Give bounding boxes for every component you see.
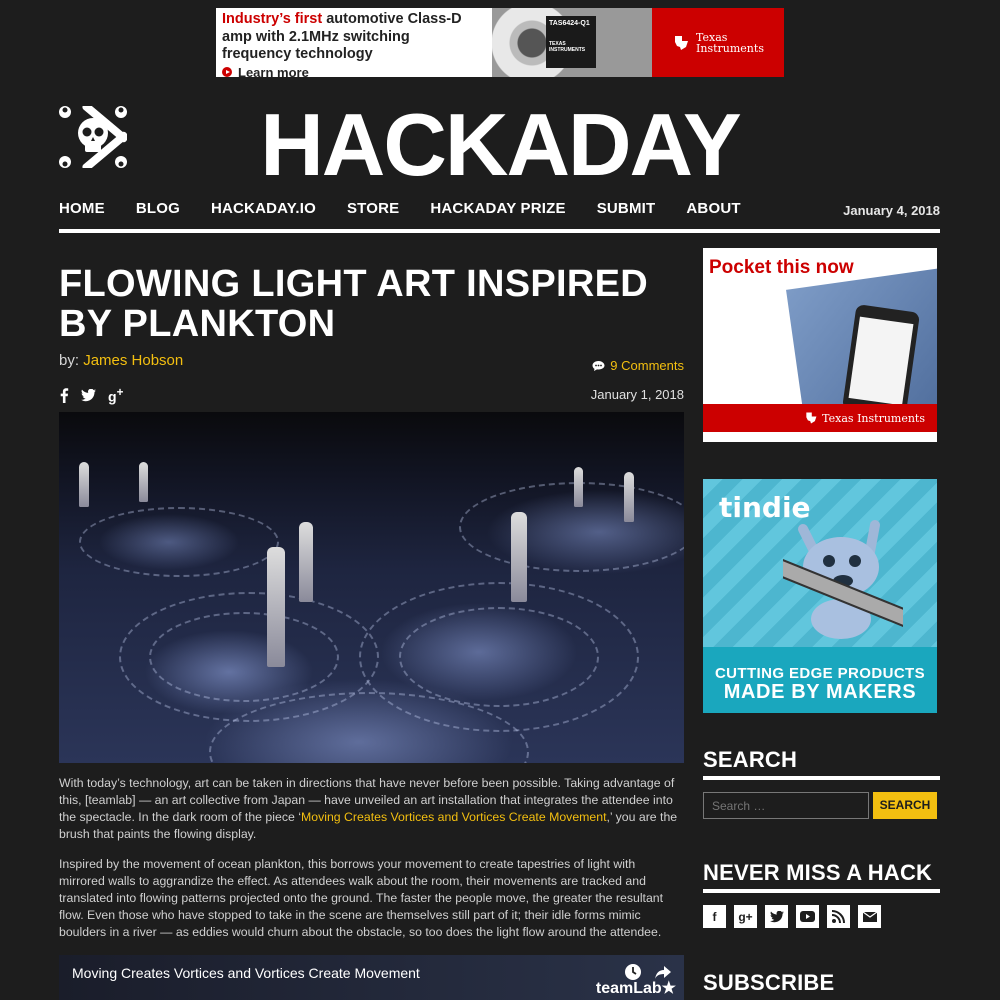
pocket-ad-brand: Texas Instruments <box>822 411 925 425</box>
article-paragraph-1 <box>59 775 684 843</box>
by-label: by: <box>59 352 80 369</box>
google-plus-icon[interactable]: g+ <box>108 386 124 405</box>
ti-brand-line1: Texas <box>696 30 728 44</box>
nav-item-about[interactable]: ABOUT <box>686 200 741 217</box>
tindie-logo: tindie <box>719 491 811 524</box>
nav-item-store[interactable]: STORE <box>346 200 400 217</box>
tindie-tagline-1: CUTTING EDGE PRODUCTS <box>714 665 926 682</box>
current-date: January 4, 2018 <box>843 203 940 218</box>
rss-icon[interactable] <box>827 905 850 928</box>
nav-item-home[interactable]: HOME <box>59 200 105 217</box>
ti-brand-line2: Instruments <box>696 41 764 55</box>
embedded-video[interactable] <box>59 955 684 1000</box>
installation-link[interactable]: Moving Creates Vortices and Vortices Create Movement <box>300 810 607 824</box>
tindie-ad[interactable] <box>703 479 937 713</box>
never-miss-heading: NEVER MISS A HACK <box>703 860 933 885</box>
twitter-icon[interactable] <box>765 905 788 928</box>
chip-image <box>546 16 596 68</box>
comments-count: 9 Comments <box>610 358 684 373</box>
chip-label: TAS6424-Q1 <box>549 20 590 27</box>
play-circle-icon <box>222 67 232 77</box>
search-divider <box>703 776 940 780</box>
share-icons <box>59 386 123 405</box>
follow-icons <box>703 905 881 928</box>
top-ad-product-image <box>492 8 652 77</box>
youtube-icon[interactable] <box>796 905 819 928</box>
article-byline <box>59 352 183 369</box>
post-date: January 1, 2018 <box>590 387 684 402</box>
mail-icon[interactable] <box>858 905 881 928</box>
author-link[interactable]: James Hobson <box>83 352 184 369</box>
chip-brand: TEXAS INSTRUMENTS <box>549 41 586 53</box>
texas-state-icon <box>804 411 818 425</box>
twitter-icon[interactable] <box>81 389 96 402</box>
video-channel-logo: teamLab★ <box>595 980 676 997</box>
article-title[interactable]: FLOWING LIGHT ART INSPIRED BY PLANKTON <box>59 263 649 345</box>
nav-item-hackaday-prize[interactable]: HACKADAY PRIZE <box>430 200 566 217</box>
facebook-icon[interactable] <box>59 388 69 403</box>
article-hero-image <box>59 412 684 763</box>
top-banner-ad[interactable] <box>216 8 784 77</box>
nav-item-submit[interactable]: SUBMIT <box>596 200 656 217</box>
comments-link[interactable] <box>592 358 684 373</box>
robot-dog-icon <box>783 509 903 639</box>
top-ad-line1: automotive Class-D <box>322 11 462 27</box>
top-ad-line3: frequency technology <box>222 46 373 62</box>
paragraph-1-text-a: With today’s technology, art can be taken in directions that have never before been possible. Taking advantage of this, [teamlab] — an art collective from Japan — have unveiled an art installation that integrates the attendee into the spectacle. In the dark room of the piece ‘ <box>59 776 675 824</box>
speech-bubble-icon <box>592 360 605 372</box>
texas-state-icon <box>672 34 690 52</box>
top-ad-learn-more[interactable] <box>222 64 486 78</box>
subscribe-heading: SUBSCRIBE <box>703 970 835 995</box>
top-ad-text <box>216 8 492 77</box>
tindie-tagline-2: MADE BY MAKERS <box>723 681 917 703</box>
main-nav <box>59 200 940 233</box>
search-heading: SEARCH <box>703 747 798 772</box>
nav-item-hackaday-io[interactable]: HACKADAY.IO <box>210 200 316 217</box>
top-ad-line2: amp with 2.1MHz switching <box>222 28 410 45</box>
search-button[interactable]: SEARCH <box>873 792 937 819</box>
pocket-ad-headline: Pocket this now <box>709 257 854 278</box>
google-plus-icon[interactable]: g+ <box>734 905 757 928</box>
paragraph-1-text-b: ,’ you are the brush that paints the flowing display. <box>59 810 678 841</box>
top-ad-highlight: Industry’s first <box>222 11 323 27</box>
facebook-icon[interactable]: f <box>703 905 726 928</box>
learn-more-label: Learn more <box>238 64 309 77</box>
pocket-ad-brand-bar <box>703 404 937 432</box>
article-paragraph-2: Inspired by the movement of ocean plankton, this borrows your movement to create tapestries of light with mirrored walls to aggrandize the effect. As attendees walk about the room, their movements are tracked and translated into flowing patterns projected onto the ground. The faster the people move, the greater the resultant flow. Even those who have stopped to take in the scene are themselves still part of it; their idle forms mimic boulders in a river — as eddies would churn about the obstacle, so too does the light flow around the attendee. <box>59 857 664 939</box>
ti-logo <box>652 8 784 77</box>
search-input[interactable] <box>703 792 869 819</box>
never-miss-divider <box>703 889 940 893</box>
video-title[interactable]: Moving Creates Vortices and Vortices Create Movement <box>72 965 420 981</box>
nav-item-blog[interactable]: BLOG <box>135 200 180 217</box>
pocket-ad[interactable] <box>703 248 937 442</box>
site-brand-logo[interactable]: HACKADAY <box>260 95 740 194</box>
